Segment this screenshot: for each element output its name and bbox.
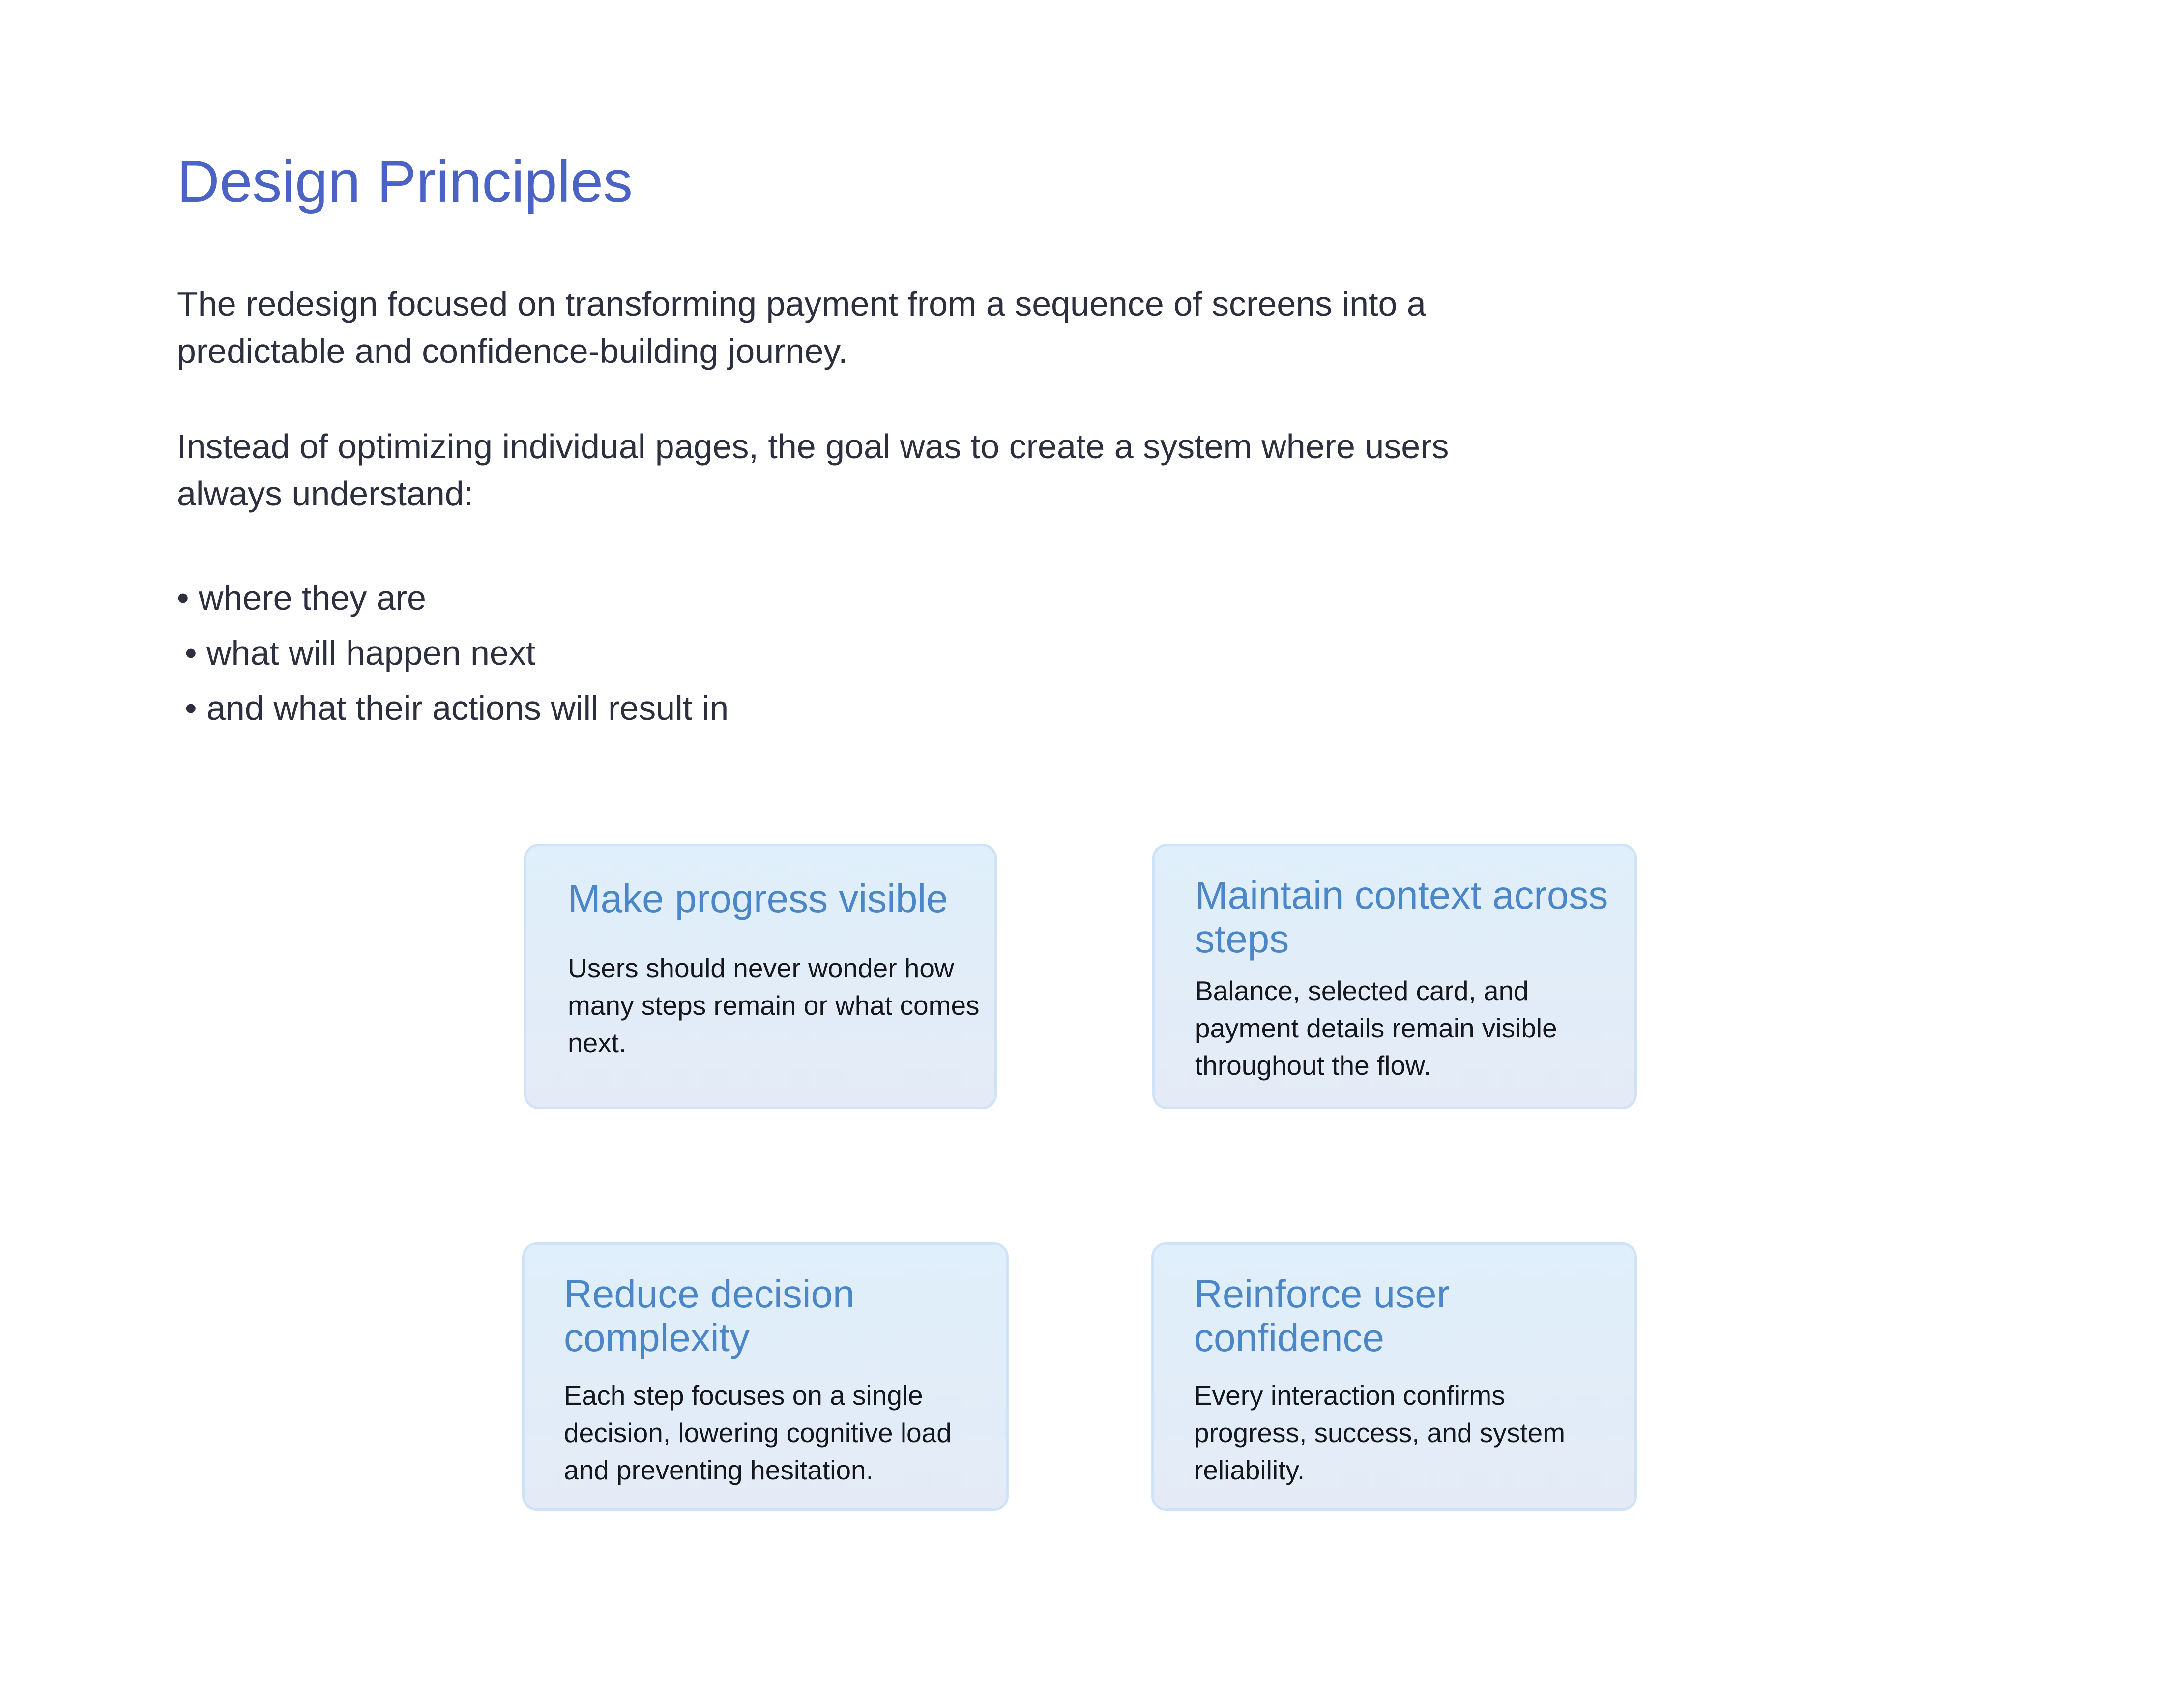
principle-card-progress [524, 844, 997, 1109]
principle-card-confidence [1151, 1242, 1637, 1511]
card-description: Balance, selected card, and payment details remain visible throughout the flow. [1195, 975, 1557, 1081]
card-description: Users should never wonder how many steps remain or what comes next. [568, 953, 980, 1058]
principle-card-context [1152, 844, 1637, 1109]
list-item: • where they are [177, 579, 426, 617]
understanding-list [177, 570, 729, 736]
list-item: • what will happen next [185, 634, 536, 672]
card-description: Every interaction confirms progress, success, and system reliability. [1194, 1380, 1566, 1485]
principle-card-complexity [522, 1242, 1009, 1511]
card-title: Make progress visible [568, 877, 948, 920]
intro-paragraph: The redesign focused on transforming payment from a sequence of screens into a predictable and confidence-building journey. [177, 285, 1426, 370]
list-item: • and what their actions will result in [185, 689, 729, 727]
page-title: Design Principles [177, 148, 633, 214]
card-title: Maintain context across steps [1195, 873, 1608, 961]
goal-paragraph: Instead of optimizing individual pages, the goal was to create a system where users always understand: [177, 427, 1449, 513]
card-title: Reinforce user confidence [1194, 1272, 1450, 1359]
card-title: Reduce decision complexity [564, 1272, 855, 1359]
card-description: Each step focuses on a single decision, lowering cognitive load and preventing hesitation. [564, 1380, 952, 1485]
